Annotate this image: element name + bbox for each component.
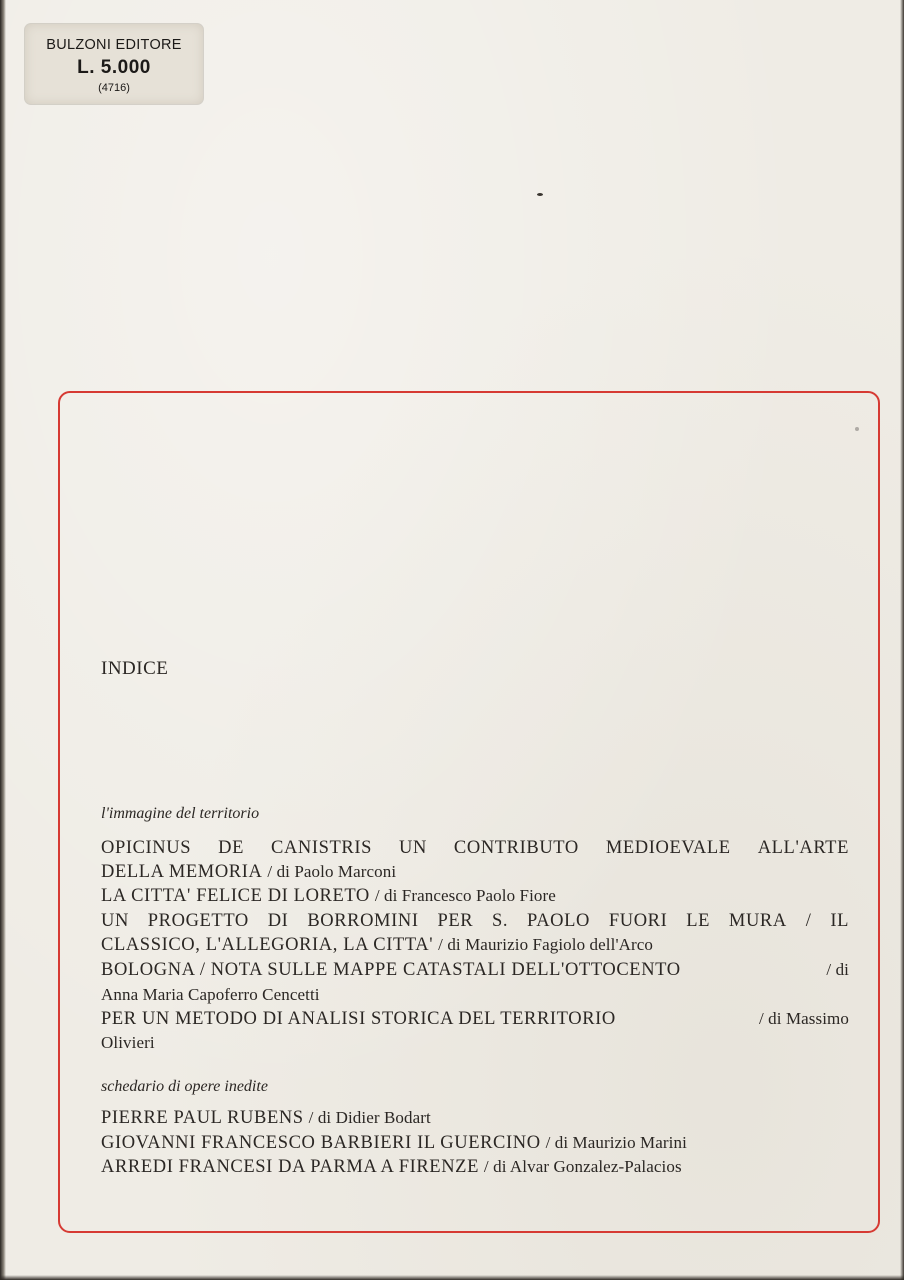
cover-edge-right [900, 0, 904, 1280]
toc-word: UN [101, 911, 129, 931]
price-sticker [25, 24, 203, 104]
toc-title: LA CITTA' FELICE DI LORETO [101, 886, 370, 906]
section-label-territorio: l'immagine del territorio [101, 805, 260, 822]
toc-author: / di Alvar Gonzalez-Palacios [483, 1157, 682, 1176]
toc-word: OPICINUS [101, 838, 192, 858]
toc-author: / di [826, 960, 849, 979]
toc-word: FUORI [608, 911, 668, 931]
toc-title: GIOVANNI FRANCESCO BARBIERI IL GUERCINO [101, 1133, 541, 1153]
sticker-code: (4716) [98, 82, 130, 94]
sticker-price: L. 5.000 [77, 57, 151, 78]
toc-word: / [805, 911, 812, 931]
toc-title: DELLA MEMORIA [101, 862, 263, 882]
cover-edge-left [0, 0, 6, 1280]
sticker-publisher: BULZONI EDITORE [46, 37, 182, 53]
toc-title: PER UN METODO DI ANALISI STORICA DEL TERRITORIO [101, 1009, 616, 1029]
index-heading: INDICE [101, 658, 169, 679]
toc-word: MURA [728, 911, 787, 931]
toc-line [101, 884, 849, 908]
toc-author: / di Francesco Paolo Fiore [374, 886, 556, 905]
toc-entry [101, 1106, 849, 1130]
paper-speck [537, 193, 543, 196]
toc-word: PER [437, 911, 474, 931]
toc-word: CONTRIBUTO [453, 838, 579, 858]
toc-title: CLASSICO, L'ALLEGORIA, LA CITTA' [101, 935, 434, 955]
toc-author: / di Maurizio Fagiolo dell'Arco [438, 935, 653, 954]
toc-title: ARREDI FRANCESI DA PARMA A FIRENZE [101, 1157, 479, 1177]
toc-entry [101, 1155, 849, 1179]
toc-author: / di Maurizio Marini [545, 1133, 687, 1152]
toc-author: Anna Maria Capoferro Cencetti [101, 985, 320, 1004]
toc-title: BOLOGNA / NOTA SULLE MAPPE CATASTALI DELL'OTTOCENTO [101, 960, 681, 980]
toc-word: BORROMINI [307, 911, 419, 931]
toc-word: PAOLO [527, 911, 591, 931]
toc-line [101, 933, 849, 957]
toc-word: MEDIOEVALE [605, 838, 731, 858]
toc-word: PROGETTO [147, 911, 249, 931]
toc-line [101, 860, 849, 884]
section-label-schedario: schedario di opere inedite [101, 1078, 268, 1095]
toc-word: S. [492, 911, 509, 931]
toc-line [101, 909, 849, 933]
toc-title: PIERRE PAUL RUBENS [101, 1108, 304, 1128]
toc-author: Olivieri [101, 1033, 155, 1052]
toc-word: DE [218, 838, 244, 858]
toc-line [101, 958, 849, 982]
toc-author: / di Paolo Marconi [267, 862, 397, 881]
toc-word: DI [267, 911, 289, 931]
toc-word: LE [686, 911, 711, 931]
toc-author: / di Massimo [759, 1009, 849, 1028]
toc-word: CANISTRIS [271, 838, 372, 858]
cover-edge-bottom [0, 1275, 904, 1280]
toc-author: / di Didier Bodart [308, 1108, 431, 1127]
toc-entry [101, 1131, 849, 1155]
toc-word: ALL'ARTE [757, 838, 849, 858]
toc-line [101, 983, 849, 1007]
toc-line [101, 836, 849, 860]
toc-word: IL [830, 911, 849, 931]
toc-word: UN [399, 838, 427, 858]
toc-line [101, 1031, 849, 1055]
toc-line [101, 1007, 849, 1031]
